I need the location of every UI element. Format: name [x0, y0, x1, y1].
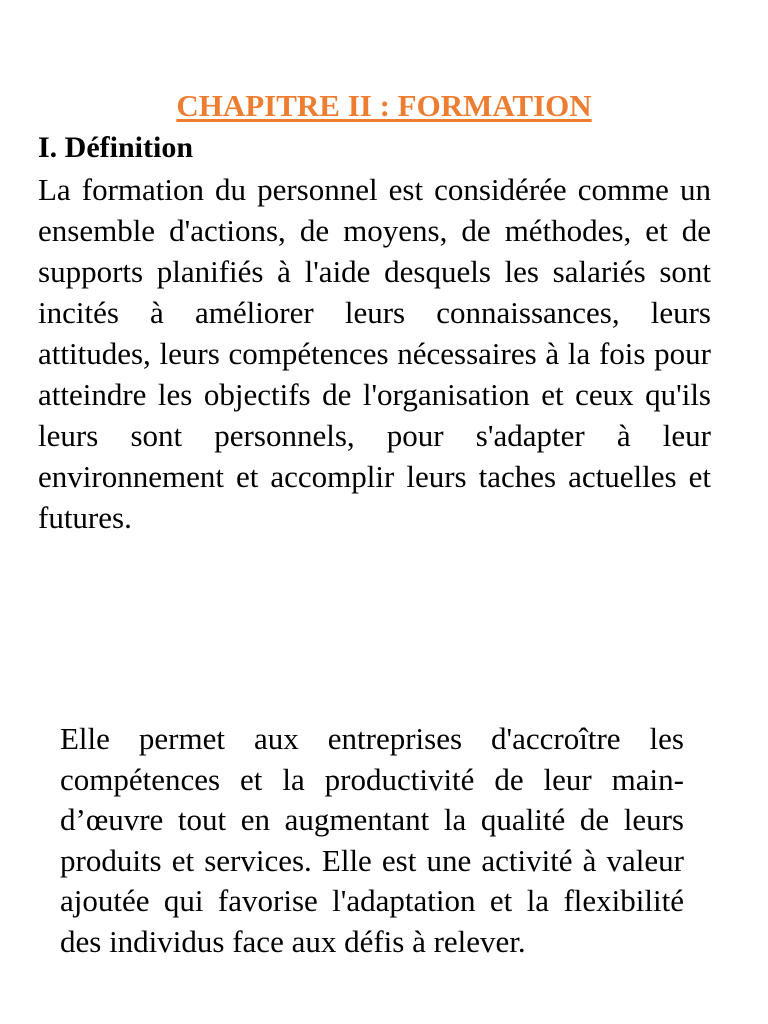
chapter-title: CHAPITRE II : FORMATION [176, 88, 592, 123]
section-heading: I. Définition [38, 131, 194, 164]
definition-paragraph: La formation du personnel est considérée comme un ensemble d'actions, de moyens, de méthodes, et de supports planifiés à l'aide desquels les salariés sont incités à améliorer leurs connaissances, leurs attitudes, leurs compétences nécessaires à la fois pour atteindre les objectifs de l'organisation et ceux qu'ils leurs sont personnels, pour s'adapter à leur environnement et accomplir leurs taches actuelles et futures. [38, 172, 711, 535]
benefits-paragraph: Elle permet aux entreprises d'accroître les compétences et la productivité de leur main-d’œuvre tout en augmentant la qualité de leurs produits et services. Elle est une activité à valeur ajoutée qui favorise l'adaptation et la flexibilité des individus face aux défis à relever. [60, 721, 684, 959]
